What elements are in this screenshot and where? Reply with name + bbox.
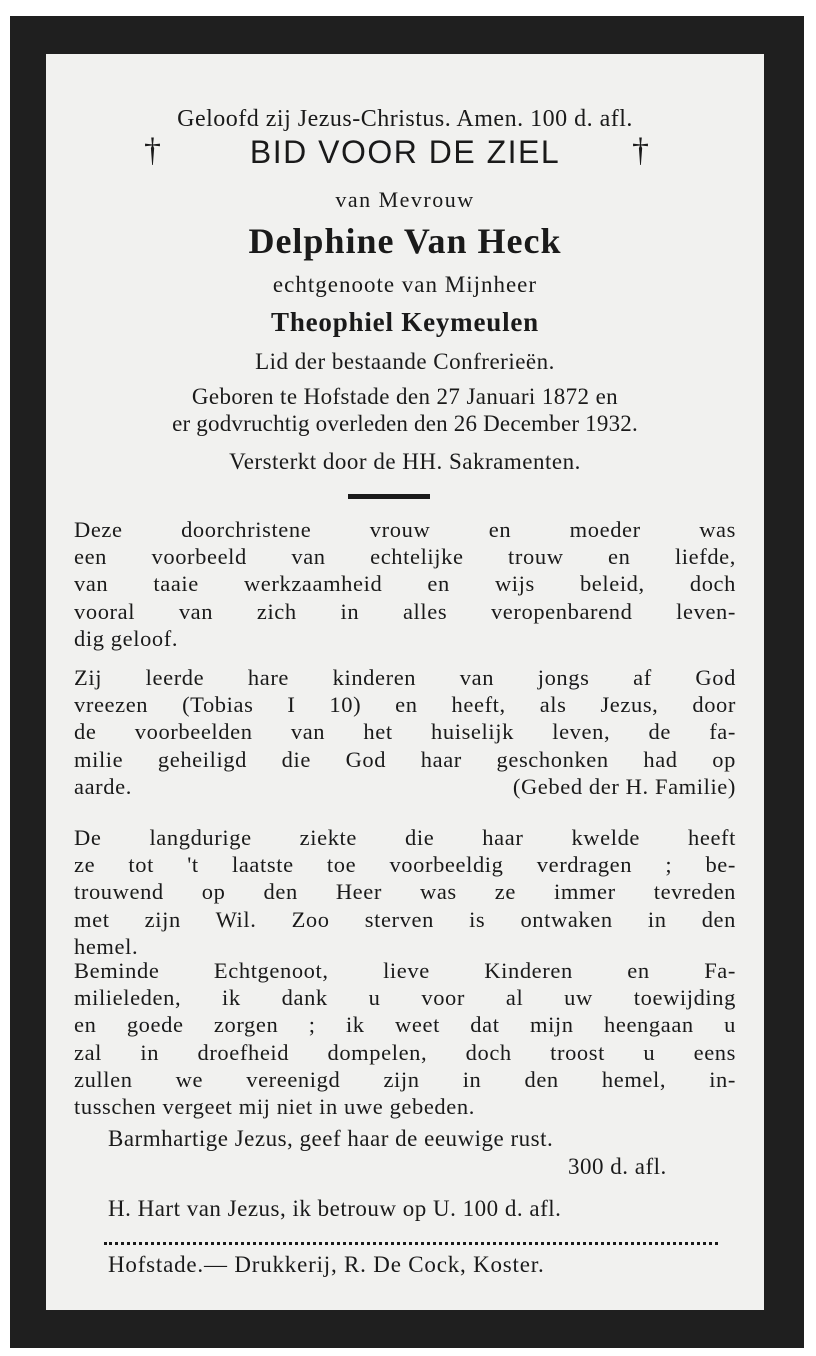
dotted-divider — [104, 1242, 718, 1245]
text-line: en goede zorgen ; ik weet dat mijn heengaan u — [74, 1012, 736, 1038]
text-line: Zij leerde hare kinderen van jongs af God — [74, 665, 736, 690]
text-line: vooral van zich in alles veropenbarend leven- — [74, 598, 736, 624]
divider — [348, 494, 430, 499]
text-line: de voorbeelden van het huiselijk leven, de fa- — [74, 719, 736, 745]
prayer-line: Barmhartige Jezus, geef haar de eeuwige rust. — [108, 1126, 554, 1151]
paragraph-children — [74, 664, 736, 800]
text-fragment: aarde. — [74, 773, 132, 799]
text-line — [74, 773, 736, 800]
confraternity-line: Lid der bestaande Confrerieën. — [255, 349, 555, 374]
citation: (Gebed der H. Familie) — [512, 773, 736, 799]
paragraph-virtues — [74, 516, 736, 652]
text-line: tusschen vergeet mij niet in uwe gebeden. — [74, 1094, 475, 1120]
spouse-intro: echtgenoote van Mijnheer — [272, 272, 538, 297]
indulgence-line: 300 d. afl. — [568, 1154, 667, 1179]
blessing-line: Geloofd zij Jezus-Christus. Amen. 100 d. afl. — [177, 106, 633, 132]
death-line: er godvruchtig overleden den 26 December 1932. — [172, 411, 638, 436]
pray-heading: BID VOOR DE ZIEL — [249, 134, 561, 170]
text-line: ze tot 't laatste toe voorbeeldig verdragen ; be- — [74, 852, 736, 878]
birth-line: Geboren te Hofstade den 27 Januari 1872 en — [191, 384, 619, 409]
card-paper — [46, 54, 764, 1310]
deceased-name: Delphine Van Heck — [248, 221, 562, 261]
prayer-line: H. Hart van Jezus, ik betrouw op U. 100 d. afl. — [108, 1196, 562, 1221]
paragraph-illness — [74, 824, 736, 960]
text-line: met zijn Wil. Zoo sterven is ontwaken in den — [74, 906, 736, 932]
text-line: een voorbeeld van echtelijke trouw en liefde, — [74, 544, 736, 570]
text-line: van taaie werkzaamheid en wijs beleid, doch — [74, 571, 736, 597]
text-line: milieleden, ik dank u voor al uw toewijding — [74, 985, 736, 1011]
cross-icon: † — [144, 132, 161, 169]
text-line: dig geloof. — [74, 625, 179, 651]
cross-icon: † — [632, 132, 649, 169]
text-line: zullen we vereenigd zijn in den hemel, in- — [74, 1066, 736, 1092]
text-line: Deze doorchristene vrouw en moeder was — [74, 517, 736, 542]
paragraph-farewell — [74, 957, 736, 1120]
sacraments-line: Versterkt door de HH. Sakramenten. — [229, 449, 581, 474]
text-line: zal in droefheid dompelen, doch troost u eens — [74, 1039, 736, 1065]
text-line: vreezen (Tobias I 10) en heeft, als Jezus, door — [74, 692, 736, 718]
text-line: Beminde Echtgenoot, lieve Kinderen en Fa- — [74, 958, 736, 983]
memorial-card — [10, 16, 804, 1348]
text-line: hemel. — [74, 933, 139, 959]
van-mevrouw: van Mevrouw — [335, 187, 475, 212]
spouse-name: Theophiel Keymeulen — [271, 307, 539, 337]
text-line: De langdurige ziekte die haar kwelde heeft — [74, 825, 736, 850]
text-line: milie geheiligd die God haar geschonken had op — [74, 746, 736, 772]
text-line: trouwend op den Heer was ze immer tevreden — [74, 879, 736, 905]
printer-line: Hofstade.— Drukkerij, R. De Cock, Koster. — [108, 1252, 545, 1277]
